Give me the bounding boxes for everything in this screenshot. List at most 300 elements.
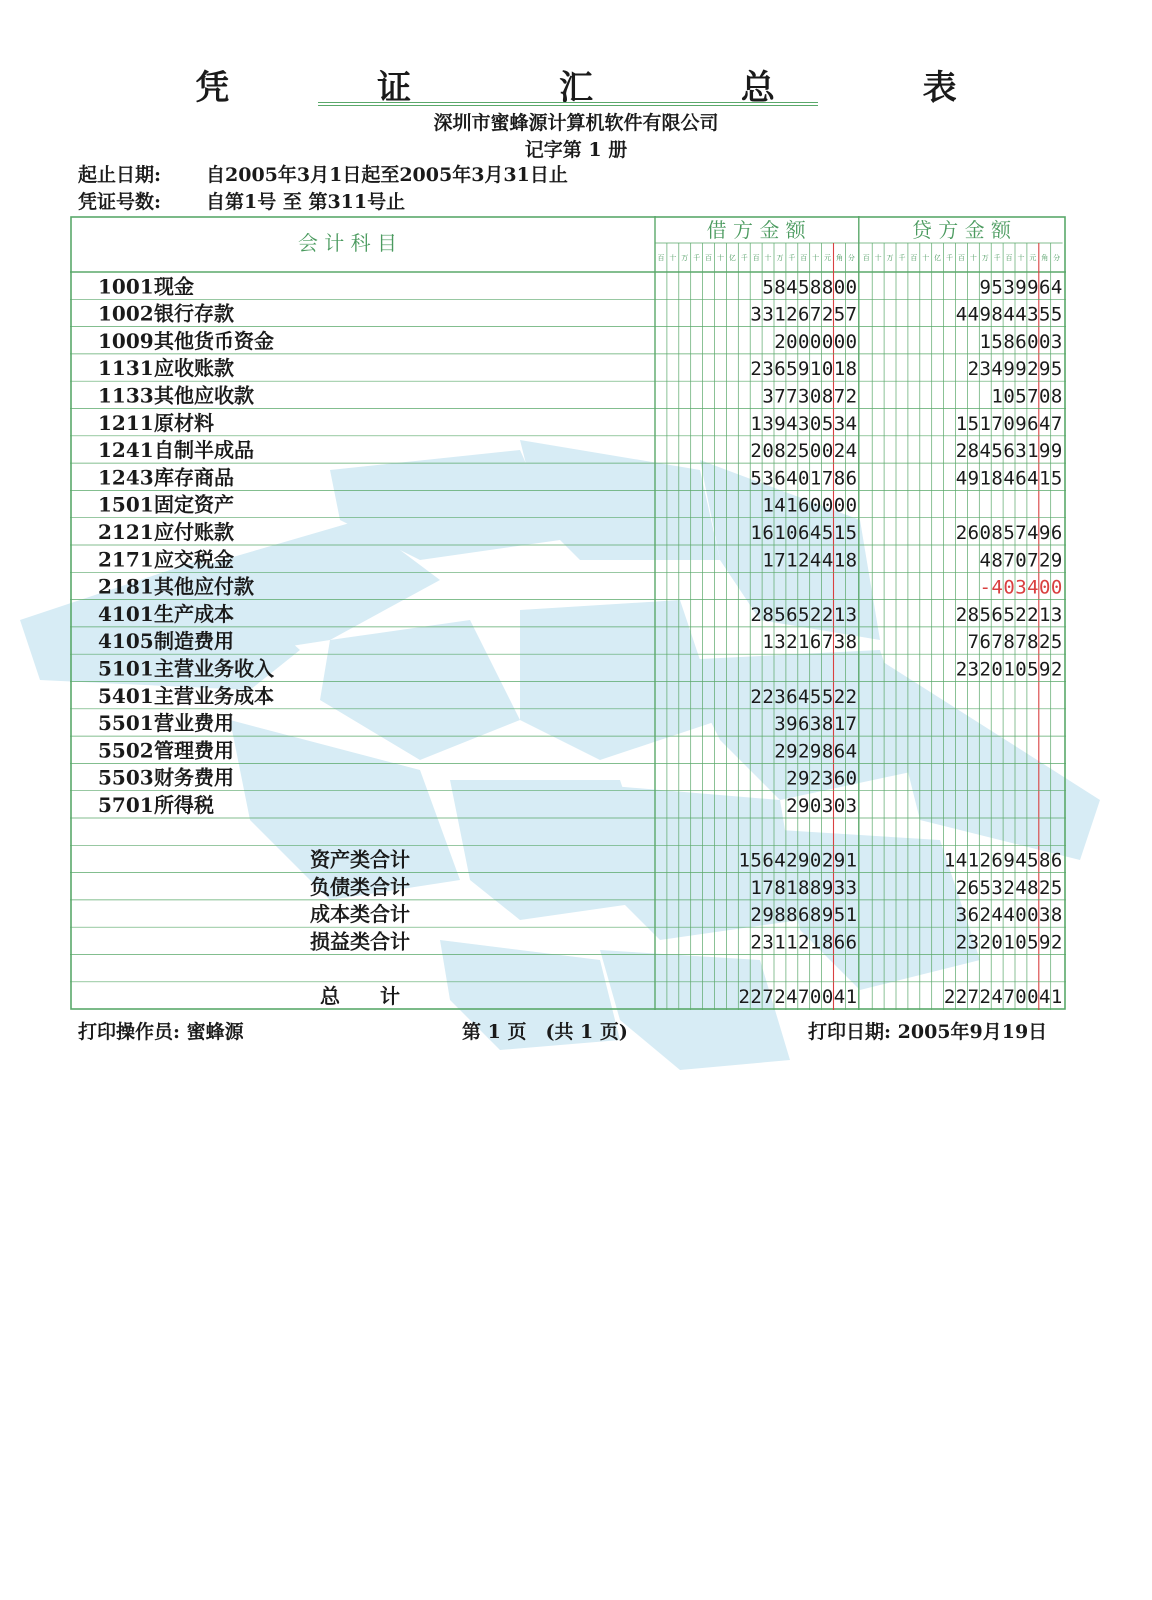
- debit-amount-digit: 6: [786, 685, 798, 708]
- subtotal-debit-digit: 9: [762, 904, 774, 927]
- debit-amount-digit: 0: [809, 412, 822, 435]
- credit-unit-label: 十: [1017, 254, 1025, 262]
- subtotal-debit-digit: 1: [809, 931, 822, 954]
- account-name: 制造费用: [154, 629, 234, 654]
- credit-amount-digit: 4: [991, 576, 1003, 599]
- account-name: 主营业务收入: [154, 656, 274, 681]
- subtotal-debit-digit: 7: [762, 876, 774, 899]
- debit-unit-label: 角: [835, 254, 843, 262]
- subtotal-debit-digit: 8: [774, 876, 786, 899]
- debit-amount-digit: 0: [845, 276, 858, 299]
- subtotal-debit-digit: 1: [845, 849, 858, 872]
- credit-amount-digit: 6: [1039, 276, 1051, 299]
- debit-amount-digit: 4: [798, 685, 810, 708]
- debit-amount-digit: 4: [845, 412, 858, 435]
- subtotal-debit-digit: 9: [821, 904, 834, 927]
- debit-amount-digit: 0: [833, 494, 846, 517]
- debit-amount-digit: 2: [798, 740, 810, 763]
- account-name: 主营业务成本: [154, 683, 274, 708]
- credit-amount-digit: 5: [1003, 522, 1015, 544]
- debit-amount-digit: 8: [821, 276, 834, 299]
- debit-amount-digit: 2: [786, 631, 798, 654]
- credit-amount-digit: 7: [1027, 385, 1039, 408]
- debit-amount-digit: 1: [786, 494, 798, 517]
- debit-amount-digit: 4: [845, 740, 858, 763]
- total-debit-digit: 4: [833, 986, 846, 1009]
- debit-amount-digit: 3: [762, 303, 774, 326]
- debit-amount-digit: 2: [809, 603, 822, 626]
- credit-unit-label: 元: [1029, 254, 1037, 262]
- credit-amount-digit: 1: [991, 385, 1003, 408]
- debit-amount-digit: 5: [798, 276, 810, 299]
- subtotal-debit-digit: 1: [786, 931, 798, 954]
- credit-amount-digit: 8: [967, 603, 980, 626]
- debit-amount-digit: 3: [821, 767, 834, 790]
- account-name: 应收账款: [154, 356, 234, 381]
- debit-amount-digit: 4: [821, 549, 834, 572]
- debit-amount-digit: 3: [845, 795, 858, 817]
- credit-amount-digit: 0: [1003, 385, 1015, 408]
- credit-amount-digit: 6: [1015, 330, 1027, 353]
- debit-amount-digit: 7: [774, 385, 786, 408]
- debit-amount-digit: 1: [833, 358, 846, 381]
- credit-amount-digit: 2: [1039, 549, 1051, 572]
- company-name: 深圳市蜜蜂源计算机软件有限公司: [433, 112, 719, 134]
- subtotal-credit-digit: 0: [991, 931, 1003, 954]
- subtotal-label: 资产类合计: [310, 847, 410, 872]
- debit-amount-digit: 1: [762, 549, 774, 572]
- debit-unit-label: 百: [705, 254, 713, 262]
- debit-amount-digit: 1: [809, 358, 822, 381]
- debit-amount-digit: 0: [809, 494, 822, 517]
- print-date: 打印日期: 2005年9月19日: [808, 1021, 1048, 1043]
- credit-amount-digit: 7: [991, 412, 1003, 435]
- debit-amount-digit: 6: [833, 767, 846, 790]
- debit-amount-digit: 0: [833, 330, 846, 353]
- account-name: 其他应付款: [154, 574, 254, 599]
- debit-amount-digit: 2: [821, 603, 834, 626]
- subtotal-credit-digit: 4: [1003, 904, 1015, 927]
- credit-amount-digit: 3: [1027, 303, 1039, 326]
- debit-unit-label: 千: [740, 254, 748, 262]
- debit-amount-digit: 2: [786, 303, 798, 326]
- credit-amount-digit: 3: [1015, 576, 1027, 599]
- total-credit-digit: 2: [943, 986, 956, 1009]
- credit-amount-digit: 8: [967, 440, 980, 463]
- credit-amount-digit: 2: [1050, 658, 1063, 681]
- credit-amount-digit: 7: [1050, 412, 1063, 435]
- credit-amount-digit: 2: [1015, 603, 1027, 626]
- debit-unit-label: 元: [824, 254, 832, 262]
- credit-amount-digit: 0: [1039, 330, 1051, 353]
- debit-amount-digit: 8: [821, 385, 834, 408]
- debit-amount-digit: 2: [786, 767, 798, 790]
- subtotal-debit-digit: 3: [762, 931, 774, 954]
- credit-amount-digit: 6: [1003, 440, 1015, 463]
- debit-amount-digit: 5: [750, 467, 762, 490]
- credit-amount-digit: 4: [1015, 303, 1027, 326]
- debit-amount-digit: 2: [798, 549, 810, 572]
- subtotal-credit-digit: 8: [1027, 876, 1039, 899]
- account-name: 应付账款: [154, 520, 234, 544]
- credit-unit-label: 百: [862, 254, 870, 262]
- credit-unit-label: 十: [874, 254, 882, 262]
- debit-amount-digit: 7: [774, 549, 786, 572]
- debit-amount-digit: 0: [833, 276, 846, 299]
- credit-amount-digit: 7: [1003, 549, 1015, 572]
- debit-amount-digit: 9: [786, 740, 798, 763]
- credit-unit-label: 千: [898, 254, 906, 262]
- total-credit-digit: 0: [1027, 986, 1039, 1009]
- debit-unit-label: 万: [776, 254, 784, 262]
- debit-amount-digit: 8: [774, 440, 786, 463]
- debit-amount-digit: 7: [833, 385, 846, 408]
- account-code: 5401: [98, 683, 154, 708]
- debit-amount-digit: 2: [750, 603, 762, 626]
- debit-amount-digit: 0: [821, 494, 834, 517]
- subtotal-credit-digit: 6: [1050, 849, 1063, 872]
- credit-amount-digit: 9: [1039, 440, 1051, 463]
- account-code: 1131: [98, 356, 154, 381]
- debit-amount-digit: 4: [786, 276, 798, 299]
- credit-unit-label: 亿: [934, 254, 942, 262]
- debit-amount-digit: 3: [833, 631, 846, 654]
- account-name: 营业费用: [154, 711, 234, 736]
- credit-amount-digit: -: [979, 576, 991, 599]
- credit-amount-digit: 9: [1027, 276, 1039, 299]
- credit-amount-digit: 7: [967, 631, 980, 654]
- subtotal-debit-digit: 2: [821, 849, 834, 872]
- debit-amount-digit: 4: [786, 412, 798, 435]
- subtotal-credit-digit: 4: [1015, 849, 1027, 872]
- debit-amount-digit: 1: [833, 522, 846, 544]
- subtotal-debit-digit: 6: [798, 904, 810, 927]
- debit-unit-label: 十: [764, 254, 772, 262]
- debit-amount-digit: 5: [798, 440, 810, 463]
- account-name: 自制半成品: [154, 438, 254, 463]
- subtotal-debit-digit: 1: [786, 876, 798, 899]
- subtotal-debit-digit: 1: [738, 849, 750, 872]
- credit-amount-digit: 9: [1039, 522, 1051, 544]
- debit-amount-digit: 1: [762, 631, 774, 654]
- credit-amount-digit: 8: [1003, 631, 1015, 654]
- subtotal-credit-digit: 6: [967, 904, 980, 927]
- credit-amount-digit: 2: [955, 658, 968, 681]
- debit-amount-digit: 1: [774, 303, 786, 326]
- total-credit-digit: 7: [967, 986, 980, 1009]
- subtotal-credit-digit: 0: [1015, 931, 1027, 954]
- account-code: 5503: [98, 765, 154, 790]
- debit-unit-label: 百: [752, 254, 760, 262]
- debit-amount-digit: 2: [750, 358, 762, 381]
- credit-amount-digit: 5: [1050, 358, 1063, 381]
- debit-amount-digit: 3: [750, 303, 762, 326]
- account-code: 1001: [98, 274, 154, 299]
- credit-amount-digit: 1: [1039, 603, 1051, 626]
- debit-amount-digit: 7: [821, 467, 834, 490]
- total-debit-digit: 7: [798, 986, 810, 1009]
- subtotal-credit-digit: 3: [955, 904, 968, 927]
- subtotal-debit-digit: 4: [774, 849, 786, 872]
- debit-amount-digit: 0: [845, 330, 858, 353]
- total-debit-digit: 2: [774, 986, 786, 1009]
- debit-unit-label: 千: [788, 254, 796, 262]
- credit-amount-digit: 5: [1050, 631, 1063, 654]
- subtotal-debit-digit: 8: [821, 931, 834, 954]
- subtotal-debit-digit: 5: [750, 849, 762, 872]
- credit-amount-digit: 0: [1039, 385, 1051, 408]
- debit-amount-digit: 5: [845, 522, 858, 544]
- print-operator: 打印操作员: 蜜蜂源: [78, 1021, 244, 1043]
- subtotal-debit-digit: 3: [845, 876, 858, 899]
- subtotal-credit-digit: 1: [1003, 931, 1015, 954]
- debit-amount-digit: 2: [833, 685, 846, 708]
- debit-amount-digit: 4: [809, 549, 822, 572]
- debit-amount-digit: 6: [774, 467, 786, 490]
- debit-amount-digit: 7: [809, 303, 822, 326]
- debit-amount-digit: 3: [798, 385, 810, 408]
- credit-amount-digit: 5: [1027, 658, 1039, 681]
- credit-amount-digit: 8: [991, 522, 1003, 544]
- credit-amount-digit: 5: [1003, 603, 1015, 626]
- debit-amount-digit: 5: [821, 412, 834, 435]
- debit-amount-digit: 2: [845, 385, 858, 408]
- subtotal-credit-digit: 5: [1027, 931, 1039, 954]
- credit-unit-label: 万: [981, 254, 989, 262]
- debit-unit-label: 十: [669, 254, 677, 262]
- credit-amount-digit: 1: [1039, 467, 1051, 490]
- subtotal-credit-digit: 2: [979, 931, 991, 954]
- ledger-table: [70, 216, 1066, 1010]
- page-title: 凭 证 汇 总 表: [195, 68, 1025, 108]
- subtotal-credit-digit: 0: [1027, 904, 1039, 927]
- debit-amount-digit: 7: [821, 631, 834, 654]
- credit-amount-digit: 3: [979, 358, 991, 381]
- credit-amount-digit: 9: [1015, 412, 1027, 435]
- debit-amount-digit: 0: [809, 440, 822, 463]
- debit-amount-digit: 0: [821, 358, 834, 381]
- subtotal-credit-digit: 2: [979, 849, 991, 872]
- debit-amount-digit: 8: [809, 276, 822, 299]
- credit-amount-digit: 9: [1015, 276, 1027, 299]
- credit-unit-label: 分: [1053, 254, 1061, 262]
- debit-amount-digit: 0: [845, 767, 858, 790]
- credit-amount-digit: 0: [1015, 549, 1027, 572]
- debit-amount-digit: 3: [774, 685, 786, 708]
- debit-amount-digit: 6: [786, 603, 798, 626]
- credit-amount-digit: 2: [1039, 631, 1051, 654]
- account-code: 5101: [98, 656, 154, 681]
- voucher-range-row: [78, 187, 405, 214]
- subtotal-debit-digit: 2: [750, 904, 762, 927]
- subtotal-credit-digit: 4: [955, 849, 968, 872]
- account-code: 2171: [98, 547, 154, 572]
- debit-amount-digit: 6: [798, 713, 810, 736]
- subtotal-debit-digit: 8: [798, 876, 810, 899]
- account-code: 4101: [98, 601, 154, 626]
- credit-amount-digit: 5: [1050, 467, 1063, 490]
- credit-amount-digit: 4: [1050, 276, 1063, 299]
- debit-amount-digit: 3: [774, 713, 786, 736]
- debit-amount-digit: 3: [845, 603, 858, 626]
- credit-amount-digit: 3: [967, 658, 980, 681]
- debit-amount-digit: 4: [809, 522, 822, 544]
- account-name: 银行存款: [154, 301, 234, 326]
- total-debit-digit: 7: [762, 986, 774, 1009]
- credit-amount-digit: 6: [1050, 522, 1063, 544]
- credit-amount-digit: 8: [1050, 385, 1063, 408]
- page-indicator: 第 1 页 (共 1 页): [462, 1021, 628, 1043]
- debit-unit-label: 亿: [728, 254, 736, 262]
- credit-column-header: 贷 方 金 额: [911, 218, 1011, 242]
- credit-amount-digit: 2: [1027, 603, 1039, 626]
- account-code: 2181: [98, 574, 154, 599]
- debit-amount-digit: 8: [821, 713, 834, 736]
- total-credit-digit: 1: [1050, 986, 1063, 1009]
- debit-amount-digit: 3: [762, 358, 774, 381]
- credit-amount-digit: 2: [979, 658, 991, 681]
- debit-unit-label: 百: [657, 254, 665, 262]
- debit-amount-digit: 1: [762, 494, 774, 517]
- credit-unit-label: 千: [946, 254, 954, 262]
- subtotal-debit-digit: 6: [833, 931, 846, 954]
- subtotal-debit-digit: 9: [833, 849, 846, 872]
- credit-amount-digit: 0: [1027, 330, 1039, 353]
- subtotal-debit-digit: 2: [786, 849, 798, 872]
- total-debit-digit: 4: [786, 986, 798, 1009]
- debit-amount-digit: 2: [774, 330, 786, 353]
- credit-amount-digit: 1: [979, 330, 991, 353]
- account-name: 固定资产: [154, 492, 234, 517]
- debit-amount-digit: 8: [774, 276, 786, 299]
- account-name: 其他货币资金: [154, 328, 274, 353]
- account-name: 现金: [154, 274, 194, 299]
- debit-amount-digit: 0: [809, 330, 822, 353]
- subtotal-debit-digit: 8: [774, 904, 786, 927]
- subtotal-label: 损益类合计: [310, 929, 410, 954]
- subtotal-debit-digit: 8: [809, 876, 822, 899]
- credit-amount-digit: 1: [1027, 440, 1039, 463]
- credit-amount-digit: 9: [1039, 658, 1051, 681]
- debit-amount-digit: 0: [809, 795, 822, 817]
- debit-amount-digit: 1: [833, 713, 846, 736]
- debit-amount-digit: 3: [833, 412, 846, 435]
- account-code: 5502: [98, 738, 154, 763]
- debit-amount-digit: 2: [845, 685, 858, 708]
- voucher-range-value: 自第1号 至 第311号止: [206, 191, 406, 213]
- debit-amount-digit: 2: [833, 440, 846, 463]
- debit-amount-digit: 5: [774, 603, 786, 626]
- total-debit-digit: 2: [738, 986, 750, 1009]
- credit-amount-digit: 0: [1003, 412, 1015, 435]
- date-range-label: 起止日期:: [78, 164, 162, 186]
- date-range-value: 自2005年3月1日起至2005年3月31日止: [206, 164, 568, 186]
- debit-amount-digit: 4: [845, 440, 858, 463]
- debit-amount-digit: 1: [833, 549, 846, 572]
- debit-amount-digit: 3: [774, 631, 786, 654]
- total-debit-digit: 0: [809, 986, 822, 1009]
- debit-amount-digit: 6: [845, 467, 858, 490]
- subtotal-credit-digit: 4: [991, 904, 1003, 927]
- account-name: 其他应收款: [154, 383, 254, 408]
- credit-amount-digit: 8: [991, 549, 1003, 572]
- credit-amount-digit: 3: [1003, 276, 1015, 299]
- debit-amount-digit: 7: [845, 713, 858, 736]
- subtotal-credit-digit: 0: [1015, 904, 1027, 927]
- debit-amount-digit: 9: [809, 740, 822, 763]
- credit-amount-digit: 7: [1027, 549, 1039, 572]
- subtotal-credit-digit: 3: [1039, 904, 1051, 927]
- subtotal-debit-digit: 1: [845, 904, 858, 927]
- debit-amount-digit: 4: [786, 467, 798, 490]
- debit-amount-digit: 9: [798, 767, 810, 790]
- credit-amount-digit: 4: [1039, 412, 1051, 435]
- subtotal-debit-digit: 6: [762, 849, 774, 872]
- debit-amount-digit: 5: [833, 303, 846, 326]
- debit-unit-label: 分: [847, 254, 855, 262]
- debit-amount-digit: 5: [798, 603, 810, 626]
- debit-unit-label: 十: [812, 254, 820, 262]
- debit-amount-digit: 0: [786, 522, 798, 544]
- debit-amount-digit: 1: [809, 467, 822, 490]
- debit-amount-digit: 8: [845, 358, 858, 381]
- account-name: 管理费用: [154, 738, 234, 763]
- account-name: 所得税: [154, 793, 214, 817]
- credit-unit-label: 万: [886, 254, 894, 262]
- credit-amount-digit: 4: [979, 549, 991, 572]
- debit-amount-digit: 6: [809, 631, 822, 654]
- credit-amount-digit: 1: [955, 412, 968, 435]
- credit-amount-digit: 2: [967, 358, 980, 381]
- subtotal-debit-digit: 3: [833, 876, 846, 899]
- debit-amount-digit: 8: [821, 740, 834, 763]
- credit-amount-digit: 4: [1003, 467, 1015, 490]
- debit-amount-digit: 1: [750, 412, 762, 435]
- debit-amount-digit: 8: [845, 631, 858, 654]
- volume-label: 记字第 1 册: [524, 139, 628, 161]
- credit-amount-digit: 5: [979, 603, 991, 626]
- credit-amount-digit: 9: [979, 303, 991, 326]
- debit-amount-digit: 8: [762, 603, 774, 626]
- debit-amount-digit: 1: [833, 603, 846, 626]
- credit-amount-digit: 0: [1015, 658, 1027, 681]
- credit-amount-digit: 4: [991, 358, 1003, 381]
- subtotal-debit-digit: 2: [798, 931, 810, 954]
- subtotal-credit-digit: 6: [991, 849, 1003, 872]
- debit-amount-digit: 3: [809, 713, 822, 736]
- subtotal-credit-digit: 2: [955, 876, 968, 899]
- credit-amount-digit: 3: [1050, 603, 1063, 626]
- credit-amount-digit: 5: [1050, 303, 1063, 326]
- subtotal-credit-digit: 8: [1050, 904, 1063, 927]
- credit-unit-label: 百: [1005, 254, 1013, 262]
- subtotal-debit-digit: 9: [798, 849, 810, 872]
- subtotal-credit-digit: 5: [1050, 876, 1063, 899]
- debit-unit-label: 万: [681, 254, 689, 262]
- subtotal-credit-digit: 2: [979, 904, 991, 927]
- debit-amount-digit: 2: [786, 795, 798, 817]
- credit-amount-digit: 8: [1003, 330, 1015, 353]
- credit-amount-digit: 0: [1039, 576, 1051, 599]
- account-name: 原材料: [154, 410, 214, 435]
- total-credit-digit: 2: [955, 986, 968, 1009]
- subtotal-credit-digit: 6: [967, 876, 980, 899]
- total-debit-digit: 0: [821, 986, 834, 1009]
- debit-amount-digit: 5: [809, 685, 822, 708]
- account-code: 1241: [98, 438, 154, 463]
- debit-amount-digit: 7: [845, 303, 858, 326]
- subtotal-credit-digit: 8: [1039, 849, 1051, 872]
